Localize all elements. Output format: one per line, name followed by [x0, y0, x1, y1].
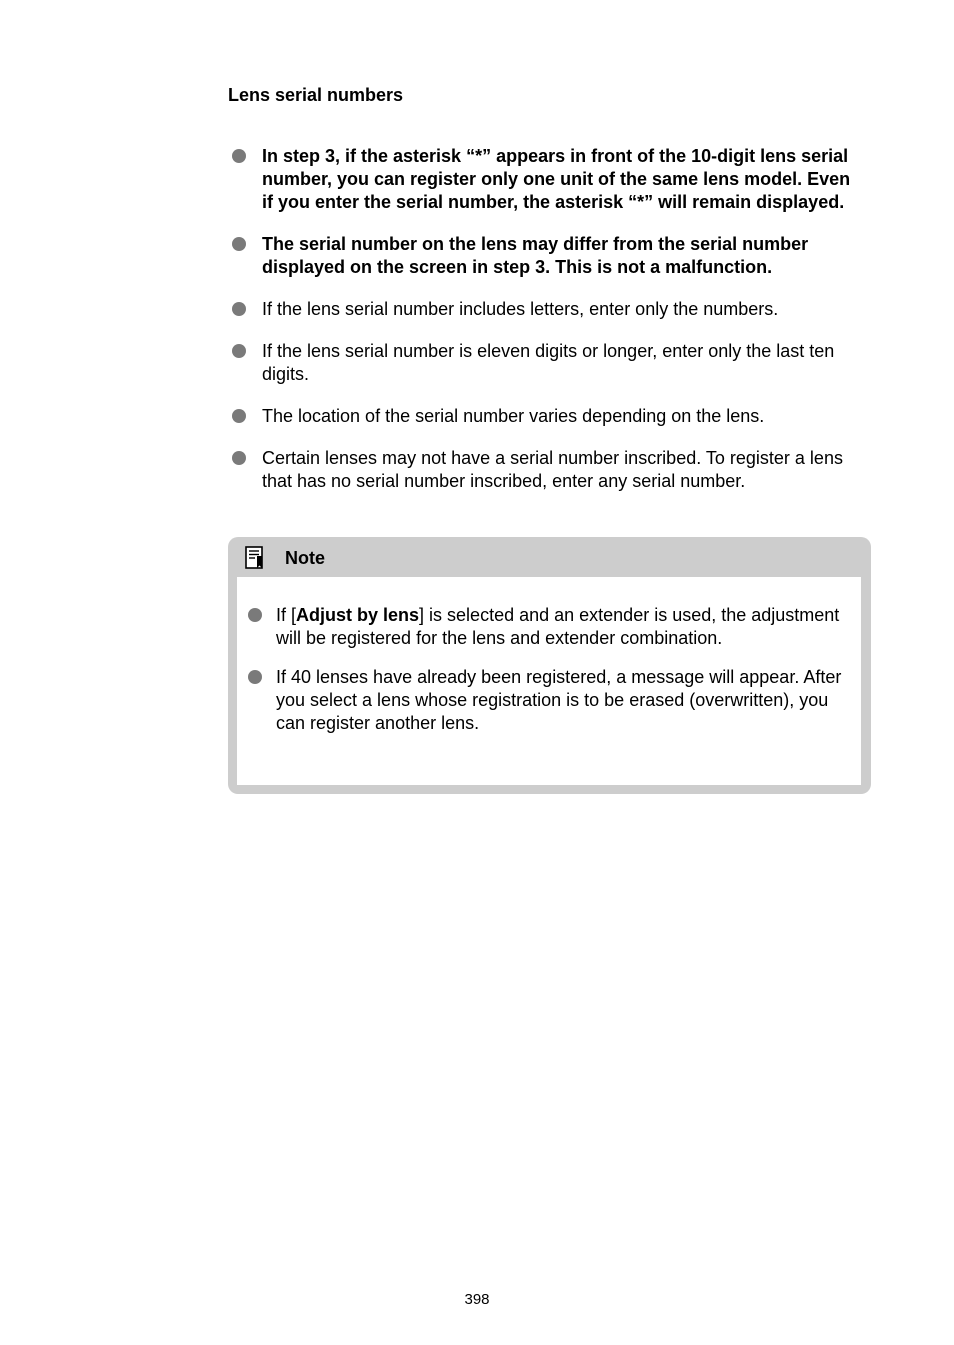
note-text-before: If [	[276, 605, 297, 625]
note-title: Note	[285, 548, 325, 568]
bullet-dot-icon	[232, 149, 246, 163]
bullet-text: In step 3, if the asterisk “*” appears in front of the 10-digit lens serial number, you can register only one unit of the same lens model. Even if you enter the serial number, the asterisk “*” will remain displayed.	[262, 146, 851, 212]
bullet-item-asterisk	[228, 145, 858, 214]
bullet-dot-icon	[232, 344, 246, 358]
section-heading: Lens serial numbers	[228, 85, 404, 105]
bullet-dot-icon	[232, 451, 246, 465]
bullet-item-location	[228, 405, 858, 428]
note-item-forty-lenses	[245, 666, 845, 735]
bullet-item-eleven-digits	[228, 340, 858, 386]
note-item-extender	[245, 604, 845, 650]
bullet-item-letters	[228, 298, 858, 321]
note-text-after: ] is selected and an extender is used, the adjustment will be registered for the lens and extender combination.	[276, 605, 840, 648]
note-list	[245, 604, 845, 751]
menu-option-label: Adjust by lens	[296, 605, 420, 625]
bullet-dot-icon	[248, 608, 262, 622]
bullet-text: Certain lenses may not have a serial number inscribed. To register a lens that has no serial number inscribed, enter any serial number.	[262, 448, 843, 491]
bullet-text: The serial number on the lens may differ from the serial number displayed on the screen in step 3. This is not a malfunction.	[262, 234, 809, 277]
bullet-text: If the lens serial number includes letters, enter only the numbers.	[262, 299, 779, 319]
page-number: 398	[464, 1291, 490, 1308]
bullet-dot-icon	[232, 302, 246, 316]
bullet-item-no-serial	[228, 447, 858, 493]
bullet-dot-icon	[232, 237, 246, 251]
serial-number-bullet-list	[228, 145, 858, 512]
bullet-item-mismatch	[228, 233, 858, 279]
bullet-dot-icon	[248, 670, 262, 684]
note-box	[228, 537, 871, 794]
bullet-text: If the lens serial number is eleven digits or longer, enter only the last ten digits.	[262, 341, 835, 384]
note-body	[237, 577, 861, 785]
bullet-dot-icon	[232, 409, 246, 423]
bullet-text: The location of the serial number varies depending on the lens.	[262, 406, 765, 426]
note-header	[228, 537, 871, 577]
note-text: If 40 lenses have already been registered, a message will appear. After you select a lens whose registration is to be erased (overwritten), you can register another lens.	[276, 667, 842, 733]
note-icon	[245, 546, 265, 570]
